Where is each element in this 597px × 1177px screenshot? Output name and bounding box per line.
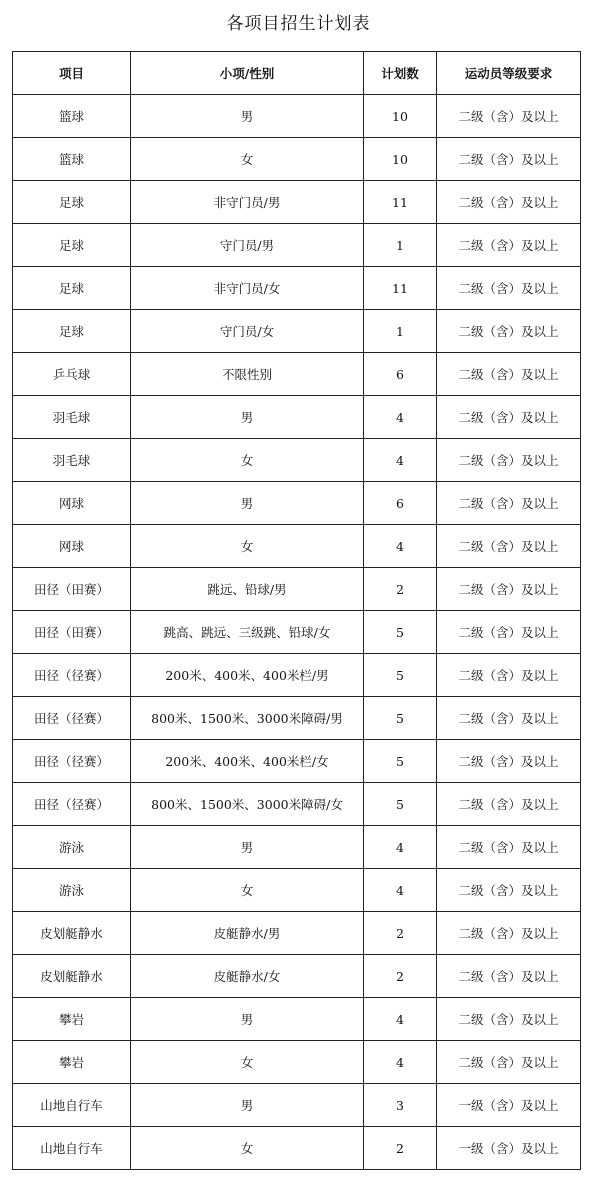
- cell-event: 足球: [13, 224, 131, 267]
- table-row: [13, 955, 581, 998]
- cell-event: 山地自行车: [13, 1084, 131, 1127]
- table-row: [13, 740, 581, 783]
- cell-plan-count: 6: [364, 482, 437, 525]
- cell-level-requirement: 一级（含）及以上: [437, 1127, 581, 1170]
- cell-plan-count: 1: [364, 224, 437, 267]
- cell-level-requirement: 二级（含）及以上: [437, 783, 581, 826]
- cell-level-requirement: 二级（含）及以上: [437, 912, 581, 955]
- cell-sub-event-gender: 跳高、跳远、三级跳、铅球/女: [131, 611, 364, 654]
- cell-event: 游泳: [13, 826, 131, 869]
- cell-plan-count: 5: [364, 697, 437, 740]
- header-plan-count: 计划数: [364, 52, 437, 95]
- cell-event: 篮球: [13, 95, 131, 138]
- cell-sub-event-gender: 200米、400米、400米栏/男: [131, 654, 364, 697]
- cell-level-requirement: 二级（含）及以上: [437, 611, 581, 654]
- cell-level-requirement: 二级（含）及以上: [437, 955, 581, 998]
- cell-plan-count: 5: [364, 740, 437, 783]
- enrollment-plan-table: [12, 51, 581, 1170]
- cell-plan-count: 4: [364, 1041, 437, 1084]
- cell-level-requirement: 一级（含）及以上: [437, 1084, 581, 1127]
- cell-sub-event-gender: 女: [131, 1127, 364, 1170]
- cell-level-requirement: 二级（含）及以上: [437, 482, 581, 525]
- cell-event: 田径（径赛）: [13, 697, 131, 740]
- cell-sub-event-gender: 跳远、铅球/男: [131, 568, 364, 611]
- cell-event: 乒乓球: [13, 353, 131, 396]
- cell-level-requirement: 二级（含）及以上: [437, 568, 581, 611]
- table-row: [13, 783, 581, 826]
- cell-plan-count: 5: [364, 611, 437, 654]
- cell-level-requirement: 二级（含）及以上: [437, 654, 581, 697]
- table-row: [13, 267, 581, 310]
- cell-level-requirement: 二级（含）及以上: [437, 525, 581, 568]
- cell-sub-event-gender: 皮艇静水/男: [131, 912, 364, 955]
- table-row: [13, 912, 581, 955]
- cell-event: 足球: [13, 181, 131, 224]
- header-level-requirement: 运动员等级要求: [437, 52, 581, 95]
- cell-sub-event-gender: 女: [131, 138, 364, 181]
- table-row: [13, 224, 581, 267]
- cell-event: 田径（径赛）: [13, 740, 131, 783]
- cell-level-requirement: 二级（含）及以上: [437, 396, 581, 439]
- cell-plan-count: 4: [364, 869, 437, 912]
- table-row: [13, 138, 581, 181]
- table-row: [13, 1084, 581, 1127]
- table-row: [13, 525, 581, 568]
- cell-plan-count: 4: [364, 525, 437, 568]
- cell-plan-count: 1: [364, 310, 437, 353]
- table-row: [13, 181, 581, 224]
- cell-sub-event-gender: 男: [131, 95, 364, 138]
- cell-sub-event-gender: 男: [131, 998, 364, 1041]
- cell-event: 羽毛球: [13, 439, 131, 482]
- cell-sub-event-gender: 守门员/男: [131, 224, 364, 267]
- cell-level-requirement: 二级（含）及以上: [437, 439, 581, 482]
- cell-level-requirement: 二级（含）及以上: [437, 138, 581, 181]
- table-row: [13, 353, 581, 396]
- cell-level-requirement: 二级（含）及以上: [437, 224, 581, 267]
- table-row: [13, 568, 581, 611]
- cell-event: 游泳: [13, 869, 131, 912]
- page-title: 各项目招生计划表: [226, 14, 371, 34]
- table-row: [13, 869, 581, 912]
- table-row: [13, 1041, 581, 1084]
- cell-level-requirement: 二级（含）及以上: [437, 310, 581, 353]
- cell-level-requirement: 二级（含）及以上: [437, 826, 581, 869]
- cell-event: 田径（径赛）: [13, 654, 131, 697]
- cell-event: 攀岩: [13, 1041, 131, 1084]
- cell-plan-count: 2: [364, 912, 437, 955]
- cell-sub-event-gender: 女: [131, 439, 364, 482]
- cell-level-requirement: 二级（含）及以上: [437, 95, 581, 138]
- cell-sub-event-gender: 800米、1500米、3000米障碍/女: [131, 783, 364, 826]
- cell-plan-count: 11: [364, 181, 437, 224]
- cell-plan-count: 6: [364, 353, 437, 396]
- table-row: [13, 697, 581, 740]
- cell-level-requirement: 二级（含）及以上: [437, 267, 581, 310]
- cell-sub-event-gender: 女: [131, 869, 364, 912]
- cell-level-requirement: 二级（含）及以上: [437, 353, 581, 396]
- cell-event: 皮划艇静水: [13, 912, 131, 955]
- cell-plan-count: 2: [364, 1127, 437, 1170]
- table-row: [13, 611, 581, 654]
- cell-sub-event-gender: 女: [131, 1041, 364, 1084]
- cell-event: 田径（田赛）: [13, 568, 131, 611]
- cell-plan-count: 3: [364, 1084, 437, 1127]
- cell-plan-count: 5: [364, 783, 437, 826]
- cell-sub-event-gender: 不限性别: [131, 353, 364, 396]
- cell-level-requirement: 二级（含）及以上: [437, 181, 581, 224]
- cell-event: 羽毛球: [13, 396, 131, 439]
- cell-level-requirement: 二级（含）及以上: [437, 740, 581, 783]
- cell-sub-event-gender: 800米、1500米、3000米障碍/男: [131, 697, 364, 740]
- table-row: [13, 95, 581, 138]
- cell-plan-count: 5: [364, 654, 437, 697]
- cell-event: 田径（田赛）: [13, 611, 131, 654]
- header-event: 项目: [13, 52, 131, 95]
- cell-sub-event-gender: 皮艇静水/女: [131, 955, 364, 998]
- cell-event: 田径（径赛）: [13, 783, 131, 826]
- table-row: [13, 1127, 581, 1170]
- table-header-row: [13, 52, 581, 95]
- cell-plan-count: 4: [364, 396, 437, 439]
- cell-event: 篮球: [13, 138, 131, 181]
- table-row: [13, 998, 581, 1041]
- cell-sub-event-gender: 男: [131, 826, 364, 869]
- cell-sub-event-gender: 非守门员/男: [131, 181, 364, 224]
- cell-plan-count: 4: [364, 998, 437, 1041]
- table-row: [13, 396, 581, 439]
- cell-level-requirement: 二级（含）及以上: [437, 1041, 581, 1084]
- cell-level-requirement: 二级（含）及以上: [437, 697, 581, 740]
- table-row: [13, 310, 581, 353]
- header-sub-event-gender: 小项/性别: [131, 52, 364, 95]
- cell-sub-event-gender: 男: [131, 1084, 364, 1127]
- table-row: [13, 482, 581, 525]
- cell-event: 足球: [13, 310, 131, 353]
- cell-event: 网球: [13, 525, 131, 568]
- cell-sub-event-gender: 200米、400米、400米栏/女: [131, 740, 364, 783]
- cell-sub-event-gender: 女: [131, 525, 364, 568]
- cell-plan-count: 10: [364, 95, 437, 138]
- table-row: [13, 654, 581, 697]
- cell-event: 足球: [13, 267, 131, 310]
- cell-plan-count: 2: [364, 568, 437, 611]
- cell-level-requirement: 二级（含）及以上: [437, 869, 581, 912]
- cell-sub-event-gender: 男: [131, 396, 364, 439]
- cell-event: 攀岩: [13, 998, 131, 1041]
- table-row: [13, 826, 581, 869]
- cell-level-requirement: 二级（含）及以上: [437, 998, 581, 1041]
- cell-event: 网球: [13, 482, 131, 525]
- cell-sub-event-gender: 非守门员/女: [131, 267, 364, 310]
- cell-sub-event-gender: 男: [131, 482, 364, 525]
- cell-sub-event-gender: 守门员/女: [131, 310, 364, 353]
- table-row: [13, 439, 581, 482]
- cell-plan-count: 4: [364, 439, 437, 482]
- cell-plan-count: 11: [364, 267, 437, 310]
- cell-event: 山地自行车: [13, 1127, 131, 1170]
- cell-plan-count: 10: [364, 138, 437, 181]
- cell-plan-count: 4: [364, 826, 437, 869]
- cell-event: 皮划艇静水: [13, 955, 131, 998]
- cell-plan-count: 2: [364, 955, 437, 998]
- table-body: [13, 95, 581, 1170]
